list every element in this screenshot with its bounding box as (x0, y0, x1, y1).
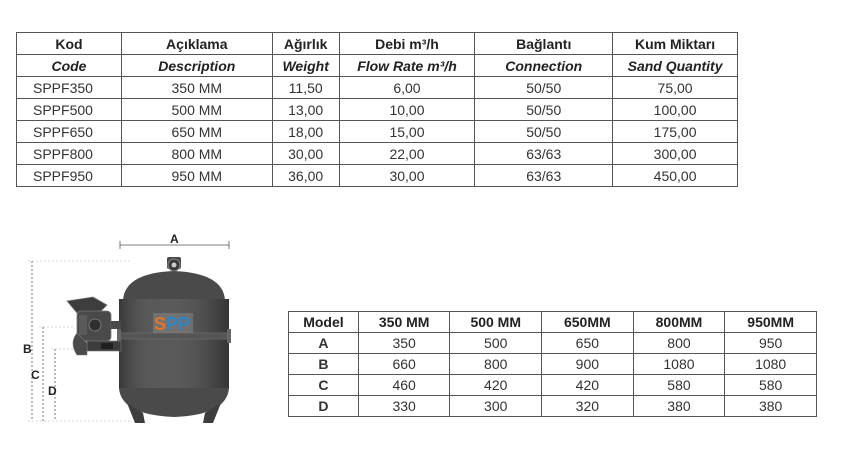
spec-cell-description: 650 MM (121, 121, 272, 143)
dimension-header-model: Model (289, 312, 359, 333)
dimension-cell: 460 (358, 375, 450, 396)
dimension-header-800: 800MM (633, 312, 725, 333)
dimension-c-label: C (31, 368, 40, 382)
table-row (17, 165, 738, 187)
spec-cell-sand: 75,00 (613, 77, 738, 99)
dimension-cell: 350 (358, 333, 450, 354)
table-row (17, 99, 738, 121)
spec-cell-flow: 6,00 (339, 77, 475, 99)
dimension-row-label: C (289, 375, 359, 396)
dimension-d-label: D (48, 384, 57, 398)
table-row (17, 143, 738, 165)
table-row (17, 121, 738, 143)
dimension-b-label: B (23, 342, 32, 356)
spec-cell-description: 800 MM (121, 143, 272, 165)
spec-header-weight-en: Weight (272, 55, 339, 77)
spec-header-connection-en: Connection (475, 55, 613, 77)
spec-cell-sand: 100,00 (613, 99, 738, 121)
spec-cell-connection: 50/50 (475, 121, 613, 143)
spec-table (16, 32, 738, 187)
spec-cell-code: SPPF950 (17, 165, 122, 187)
spec-cell-sand: 300,00 (613, 143, 738, 165)
spec-header-description-en: Description (121, 55, 272, 77)
spec-cell-code: SPPF500 (17, 99, 122, 121)
spec-cell-description: 500 MM (121, 99, 272, 121)
logo-letter-p2: P (178, 314, 191, 334)
spec-cell-connection: 63/63 (475, 143, 613, 165)
dimension-cell: 380 (725, 396, 817, 417)
spec-cell-code: SPPF800 (17, 143, 122, 165)
spec-header-weight-tr: Ağırlık (272, 33, 339, 55)
dimension-header-500: 500 MM (450, 312, 542, 333)
dimension-row-label: D (289, 396, 359, 417)
dimension-table (288, 311, 817, 417)
spec-cell-weight: 13,00 (272, 99, 339, 121)
table-row (289, 333, 817, 354)
spec-header-connection-tr: Bağlantı (475, 33, 613, 55)
logo-letter-s: S (154, 314, 167, 334)
spec-cell-weight: 11,50 (272, 77, 339, 99)
dimension-cell: 800 (633, 333, 725, 354)
spec-header-flow-en: Flow Rate m³/h (339, 55, 475, 77)
dimension-cell: 500 (450, 333, 542, 354)
dimension-cell: 950 (725, 333, 817, 354)
dimension-cell: 330 (358, 396, 450, 417)
spec-cell-weight: 36,00 (272, 165, 339, 187)
dimension-a (120, 232, 229, 249)
dimension-c (31, 327, 75, 421)
dimension-cell: 650 (542, 333, 634, 354)
dimension-cell: 580 (633, 375, 725, 396)
spec-header-sand-tr: Kum Miktarı (613, 33, 738, 55)
spec-cell-weight: 18,00 (272, 121, 339, 143)
spec-header-description-tr: Açıklama (121, 33, 272, 55)
spec-cell-connection: 63/63 (475, 165, 613, 187)
spec-header-code-tr: Kod (17, 33, 122, 55)
dimension-cell: 1080 (633, 354, 725, 375)
dimension-cell: 320 (542, 396, 634, 417)
table-row (289, 396, 817, 417)
dimension-header-row (289, 312, 817, 333)
spec-cell-connection: 50/50 (475, 77, 613, 99)
dimension-cell: 380 (633, 396, 725, 417)
spec-cell-sand: 175,00 (613, 121, 738, 143)
dimension-cell: 580 (725, 375, 817, 396)
spec-cell-flow: 22,00 (339, 143, 475, 165)
spec-cell-code: SPPF350 (17, 77, 122, 99)
dimension-cell: 800 (450, 354, 542, 375)
dimension-header-650: 650MM (542, 312, 634, 333)
dimension-cell: 420 (450, 375, 542, 396)
dimension-cell: 900 (542, 354, 634, 375)
table-row (289, 354, 817, 375)
dimension-row-label: A (289, 333, 359, 354)
filter-diagram (15, 225, 260, 435)
spec-cell-code: SPPF650 (17, 121, 122, 143)
spec-cell-flow: 30,00 (339, 165, 475, 187)
multiport-valve (67, 297, 121, 355)
spec-cell-flow: 15,00 (339, 121, 475, 143)
spec-cell-connection: 50/50 (475, 99, 613, 121)
filter-tank (117, 257, 231, 423)
dimension-d (48, 349, 77, 421)
spec-cell-description: 950 MM (121, 165, 272, 187)
dimension-row-label: B (289, 354, 359, 375)
spec-header-row-tr (17, 33, 738, 55)
spec-header-flow-tr: Debi m³/h (339, 33, 475, 55)
dimension-header-350: 350 MM (358, 312, 450, 333)
dimension-cell: 300 (450, 396, 542, 417)
spec-cell-sand: 450,00 (613, 165, 738, 187)
table-row (289, 375, 817, 396)
dimension-header-950: 950MM (725, 312, 817, 333)
table-row (17, 77, 738, 99)
dimension-a-label: A (170, 232, 179, 246)
dimension-cell: 660 (358, 354, 450, 375)
logo-letter-p1: P (166, 314, 179, 334)
spec-header-code-en: Code (17, 55, 122, 77)
spp-logo (153, 313, 193, 334)
dimension-cell: 1080 (725, 354, 817, 375)
spec-cell-flow: 10,00 (339, 99, 475, 121)
dimension-cell: 420 (542, 375, 634, 396)
spec-header-row-en (17, 55, 738, 77)
spec-header-sand-en: Sand Quantity (613, 55, 738, 77)
spec-cell-description: 350 MM (121, 77, 272, 99)
spec-cell-weight: 30,00 (272, 143, 339, 165)
